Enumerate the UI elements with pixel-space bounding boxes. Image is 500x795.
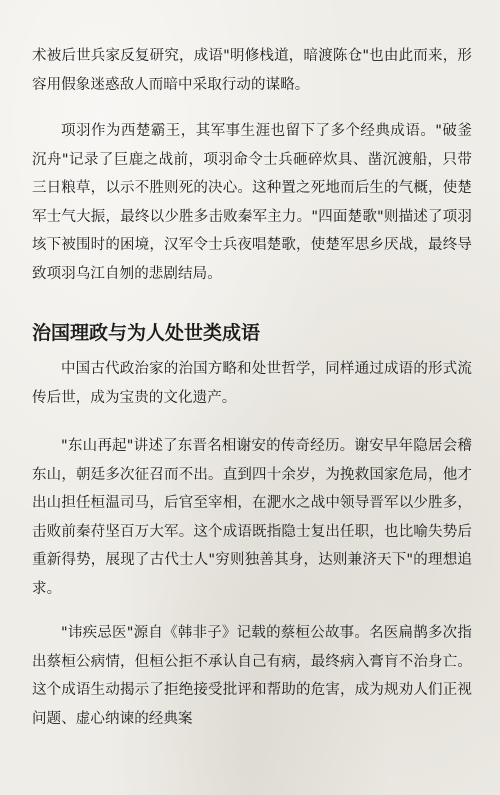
section-heading: 治国理政与为人处世类成语 [32, 322, 261, 344]
paragraph-dongshan-zaiqi: "东山再起"讲述了东晋名相谢安的传奇经历。谢安早年隐居会稽东山，朝廷多次征召而不出。直到四十余岁，为挽救国家危局，他才出山担任桓温司马，后官至宰相，在淝水之战中领导晋军以少胜多，击败前秦苻坚百万大军。这个成语既指隐士复出任职，也比喻失势后重新得势，展现了古代士人"穷则独善其身，达则兼济天下"的理想追求。 [32, 438, 472, 597]
paragraph-section-intro: 中国古代政治家的治国方略和处世哲学，同样通过成语的形式流传后世，成为宝贵的文化遗产。 [32, 361, 472, 406]
paragraph-xiangyu-idioms: 项羽作为西楚霸王，其军事生涯也留下了多个经典成语。"破釜沉舟"记录了巨鹿之战前，项羽命令士兵砸碎炊具、凿沉渡船，只带三日粮草，以示不胜则死的决心。这种置之死地而后生的气概，使楚军士气大振，最终以少胜多击败秦军主力。"四面楚歌"则描述了项羽垓下被围时的困境，汉军令士兵夜唱楚歌，使楚军思乡厌战，最终导致项羽乌江自刎的悲剧结局。 [32, 123, 472, 282]
paragraph-mingxiu-zhandao: 术被后世兵家反复研究，成语"明修栈道，暗渡陈仓"也由此而来，形容用假象迷惑敌人而暗中采取行动的谋略。 [32, 48, 472, 93]
paragraph-huiji-jiyi: "讳疾忌医"源自《韩非子》记载的蔡桓公故事。名医扁鹊多次指出蔡桓公病情，但桓公拒不承认自己有病，最终病入膏肓不治身亡。这个成语生动揭示了拒绝接受批评和帮助的危害，成为规劝人们正视问题、虚心纳谏的经典案 [32, 625, 472, 727]
